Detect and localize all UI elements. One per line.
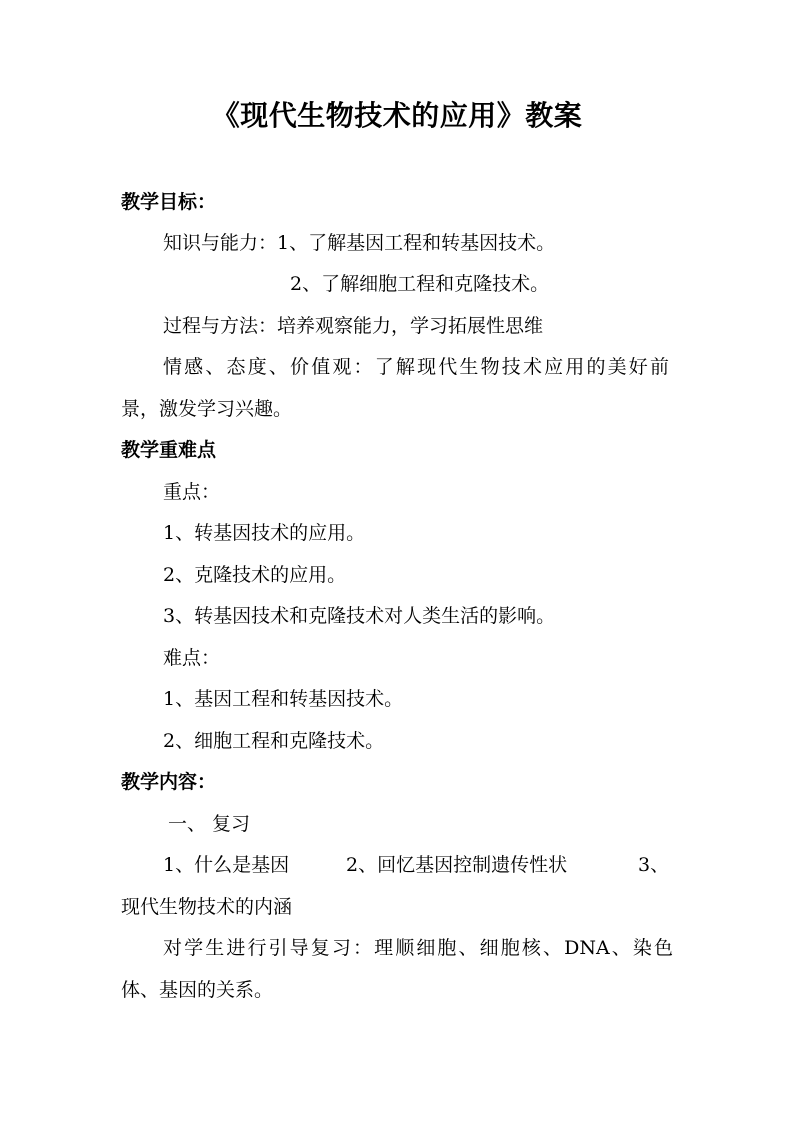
content-heading: 教学内容： [121, 771, 217, 793]
process-objective: 过程与方法：培养观察能力，学习拓展性思维 [163, 315, 544, 337]
difficulty-item: 1、基因工程和转基因技术。 [163, 688, 404, 710]
knowledge-objective-2: 2、了解细胞工程和克隆技术。 [290, 273, 550, 295]
focus-label: 重点： [163, 481, 221, 503]
difficulty-item: 2、细胞工程和克隆技术。 [163, 730, 385, 752]
focus-item: 2、克隆技术的应用。 [163, 564, 347, 586]
emotion-objective-line1: 情感、态度、价值观：了解现代生物技术应用的美好前 [163, 356, 669, 378]
emotion-objective-line2: 景，激发学习兴趣。 [121, 398, 293, 420]
focus-item: 3、转基因技术和克隆技术对人类生活的影响。 [163, 605, 556, 627]
objectives-heading: 教学目标： [121, 191, 217, 213]
review-heading: 一、 复习 [168, 813, 251, 835]
review-question-1: 1、什么是基因 [163, 854, 290, 876]
review-question-3: 3、 [638, 854, 670, 876]
knowledge-objective-1: 知识与能力：1、了解基因工程和转基因技术。 [163, 232, 556, 254]
review-question-2: 2、回忆基因控制遗传性状 [346, 854, 568, 876]
review-question-3-text: 现代生物技术的内涵 [121, 896, 293, 918]
focus-item: 1、转基因技术的应用。 [163, 522, 366, 544]
review-guide-line2: 体、基因的关系。 [121, 979, 274, 1001]
review-guide-line1: 对学生进行引导复习：理顺细胞、细胞核、DNA、染色 [163, 937, 673, 959]
difficulty-label: 难点： [163, 647, 221, 669]
document-title: 《现代生物技术的应用》教案 [211, 99, 583, 132]
key-points-heading: 教学重难点 [121, 439, 217, 461]
